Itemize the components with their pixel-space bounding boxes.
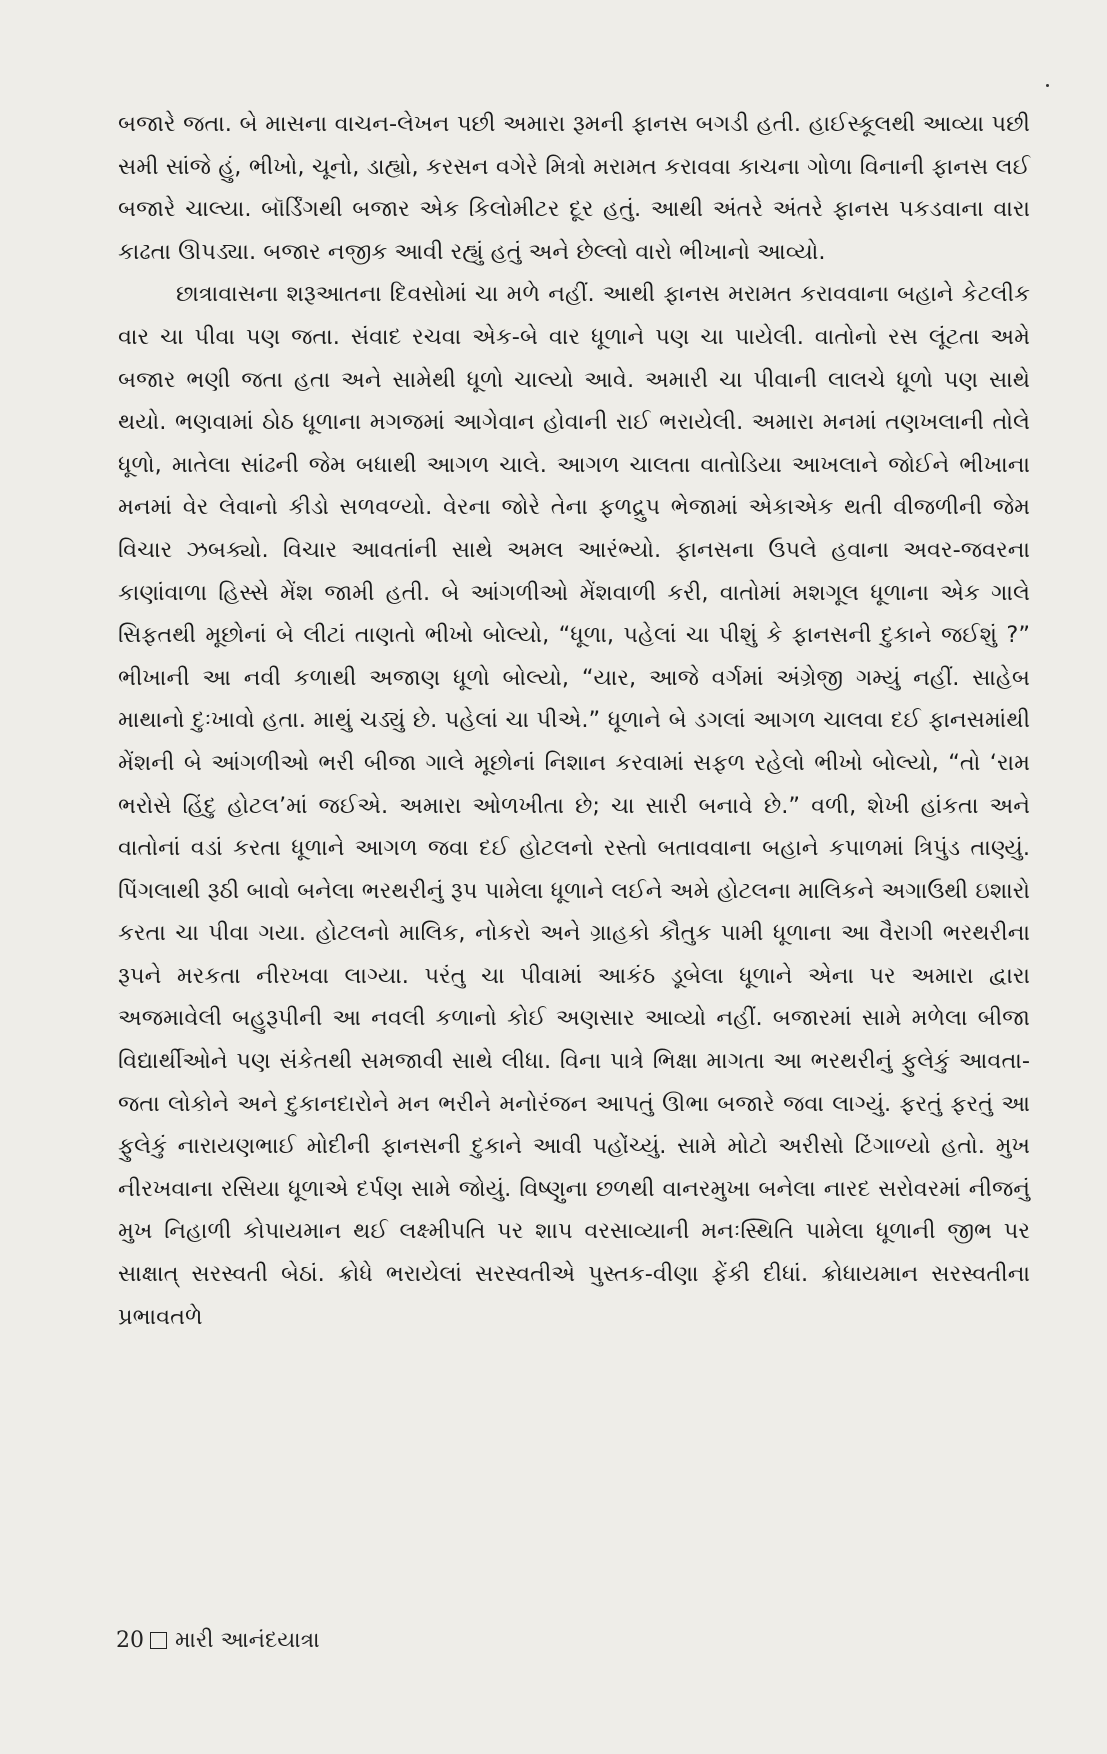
page-number: 20 xyxy=(116,1628,144,1653)
paragraph-2: છાત્રાવાસના શરૂઆતના દિવસોમાં ચા મળે નહીં. આથી ફાનસ મરામત કરાવવાના બહાને કેટલીક વાર ચા પીવા પણ જતા. સંવાદ રચવા એક-બે વાર ધૂળાને પણ ચા પાયેલી. વાતોનો રસ લૂંટતા અમે બજાર ભણી જતા હતા અને સામેથી ધૂળો ચાલ્યો આવે. અમારી ચા પીવાની લાલચે ધૂળો પણ સાથે થયો. ભણવામાં ઠોઠ ધૂળાના મગજમાં આગેવાન હોવાની રાઈ ભરાયેલી. અમારા મનમાં તણખલાની તોલે ધૂળો, માતેલા સાંઢની જેમ બધાથી આગળ ચાલે. આગળ ચાલતા વાતોડિયા આખલાને જોઈને ભીખાના મનમાં વેર લેવાનો કીડો સળવળ્યો. વેરના જોરે તેના ફળદ્રુપ ભેજામાં એકાએક થતી વીજળીની જેમ વિચાર ઝબક્યો. વિચાર આવતાંની સાથે અમલ આરંભ્યો. ફાનસના ઉપલે હવાના અવર-જવરના કાણાંવાળા હિસ્સે મેંશ જામી હતી. બે આંગળીઓ મેંશવાળી કરી, વાતોમાં મશગૂલ ધૂળાના એક ગાલે સિફતથી મૂછોનાં બે લીટાં તાણતો ભીખો બોલ્યો, “ધૂળા, પહેલાં ચા પીશું કે ફાનસની દુકાને જઈશું ?” ભીખાની આ નવી કળાથી અજાણ ધૂળો બોલ્યો, “યાર, આજે વર્ગમાં અંગ્રેજી ગમ્યું નહીં. સાહેબ માથાનો દુઃખાવો હતા. માથું ચડ્યું છે. પહેલાં ચા પીએ.” ધૂળાને બે ડગલાં આગળ ચાલવા દઈ ફાનસમાંથી મેંશની બે આંગળીઓ ભરી બીજા ગાલે મૂછોનાં નિશાન કરવામાં સફળ રહેલો ભીખો બોલ્યો, “તો ‘રામ ભરોસે હિંદુ હોટલ’માં જઈએ. અમારા ઓળખીતા છે; ચા સારી બનાવે છે.” વળી, શેખી હાંકતા અને વાતોનાં વડાં કરતા ધૂળાને આગળ જવા દઈ હોટલનો રસ્તો બતાવવાના બહાને કપાળમાં ત્રિપુંડ તાણ્યું. પિંગલાથી રૂઠી બાવો બનેલા ભરથરીનું રૂપ પામેલા ધૂળાને લઈને અમે હોટલના માલિકને અગાઉથી ઇશારો કરતા ચા પીવા ગયા. હોટલનો માલિક, નોકરો અને ગ્રાહકો કૌતુક પામી ધૂળાના આ વૈરાગી ભરથરીના રૂપને મરકતા નીરખવા લાગ્યા. પરંતુ ચા પીવામાં આકંઠ ડૂબેલા ધૂળાને એના પર અમારા દ્વારા અજમાવેલી બહુરૂપીની આ નવલી કળાનો કોઈ અણસાર આવ્યો નહીં. બજારમાં સામે મળેલા બીજા વિદ્યાર્થીઓને પણ સંકેતથી સમજાવી સાથે લીધા. વિના પાત્રે ભિક્ષા માગતા આ ભરથરીનું ફુલેકું આવતા-જતા લોકોને અને દુકાનદારોને મન ભરીને મનોરંજન આપતું ઊભા બજારે જવા લાગ્યું. ફરતું ફરતું આ ફુલેકું નારાયણભાઈ મોદીની ફાનસની દુકાને આવી પહોંચ્યું. સામે મોટો અરીસો ટિંગાળ્યો હતો. મુખ નીરખવાના રસિયા ધૂળાએ દર્પણ સામે જોયું. વિષ્ણુના છળથી વાનરમુખા બનેલા નારદ સરોવરમાં નીજનું મુખ નિહાળી કોપાયમાન થઈ લક્ષ્મીપતિ પર શાપ વરસાવ્યાની મનઃસ્થિતિ પામેલા ધૂળાની જીભ પર સાક્ષાત્ સરસ્વતી બેઠાં. ક્રોધે ભરાયેલાં સરસ્વતીએ પુસ્તક-વીણા ફેંકી દીધાં. ક્રોધાયમાન સરસ્વતીના પ્રભાવતળે xyxy=(118,281,1030,1330)
square-bullet-icon xyxy=(150,1632,167,1649)
body-text xyxy=(118,103,1030,1338)
ink-speck xyxy=(1046,84,1049,87)
paragraph-1: બજારે જતા. બે માસના વાચન-લેખન પછી અમારા રૂમની ફાનસ બગડી હતી. હાઈસ્કૂલથી આવ્યા પછી સમી સાંજે હું, ભીખો, ચૂનો, ડાહ્યો, કરસન વગેરે મિત્રો મરામત કરાવવા કાચના ગોળા વિનાની ફાનસ લઈ બજારે ચાલ્યા. બૉર્ડિંગથી બજાર એક કિલોમીટર દૂર હતું. આથી અંતરે અંતરે ફાનસ પકડવાના વારા કાઢતા ઊપડ્યા. બજાર નજીક આવી રહ્યું હતું અને છેલ્લો વારો ભીખાનો આવ્યો. xyxy=(118,111,1030,265)
book-title: મારી આનંદયાત્રા xyxy=(175,1628,320,1653)
page-footer xyxy=(116,1628,320,1653)
